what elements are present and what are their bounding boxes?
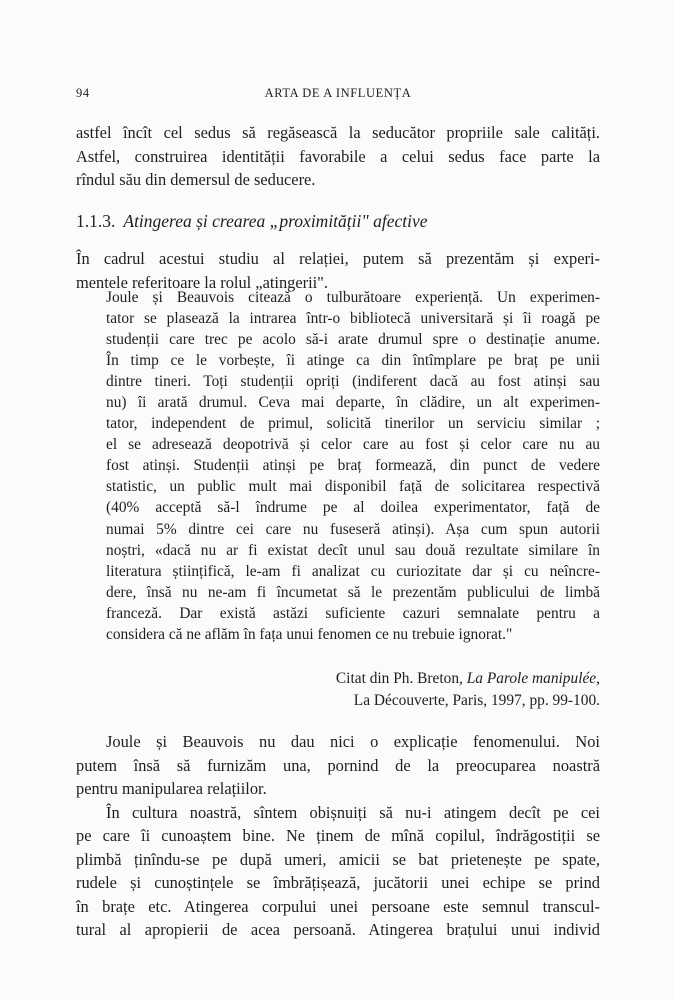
quote-line: considera că ne aflăm în fața unui fenomen ce nu trebuie ignorat."	[106, 625, 513, 643]
citation-line-2: La Découverte, Paris, 1997, pp. 99-100.	[353, 692, 600, 709]
quote-line: literatura științifică, le-am fi analizat cu curiozitate dar și cu neîncre-	[106, 562, 600, 580]
page-header	[76, 86, 600, 104]
section-number: 1.1.3.	[76, 211, 116, 231]
body-after-quote	[76, 730, 600, 942]
text-line: astfel încît cel sedus să regăsească la seducător propriile sale calități.	[76, 123, 600, 142]
quote-line: În timp ce le vorbește, îi atinge ca din întîmplare pe braț pe unii	[106, 352, 600, 370]
quote-line: el se adresează deopotrivă și celor care au fost și celor care nu au	[106, 436, 600, 454]
text-line: rudele și cunoștințele se îmbrățișează, jucătorii unei echipe se prind	[76, 873, 600, 892]
quote-line: nu) îi arată drumul. Ceva mai departe, în clădire, un alt experimen-	[106, 394, 600, 412]
text-line: În cultura noastră, sîntem obișnuiți să nu-i atingem decît pe cei	[106, 802, 600, 822]
quote-line: tator se plasează la intrarea într-o bibliotecă universitară și îi roagă pe	[106, 310, 600, 328]
paragraph-1	[76, 121, 600, 192]
quote-line: studenții care trec pe acolo să-i arate drumul spre o destinație anume.	[106, 331, 600, 349]
page-number: 94	[76, 86, 90, 100]
quote-line: franceză. Dar există astăzi suficiente cazuri semnalate pentru a	[106, 604, 600, 622]
quote-line: fost atinși. Studenții atinși pe braț formează, din punct de vedere	[106, 457, 600, 475]
citation-suffix: ,	[596, 670, 600, 687]
text-line: În cadrul acestui studiu al relației, putem să prezentăm și experi-	[76, 249, 600, 268]
quote-line: statistic, un public mult mai disponibil față de solicitarea respectivă	[106, 478, 600, 496]
quote-line: tator, independent de primul, solicită tinerilor un serviciu similar ;	[106, 415, 600, 433]
quote-line: dintre tineri. Toți studenții opriți (indiferent dacă au fost atinși sau	[106, 373, 600, 391]
citation-title: La Parole manipulée	[466, 670, 597, 687]
text-line: plimbă ținîndu-se pe după umeri, amicii se bat prietenește pe spate,	[76, 849, 600, 869]
text-line: rîndul său din demersul de seducere.	[76, 170, 316, 189]
text-line: mentele referitoare la rolul „atingerii".	[76, 272, 328, 292]
text-line: Joule și Beauvois nu dau nici o explicație fenomenului. Noi	[106, 732, 600, 751]
citation-line-1	[106, 668, 600, 690]
text-line: pe care îi cunoaștem bine. Ne ținem de mînă copilul, îndrăgostiții se	[76, 826, 600, 845]
section-title: Atingerea și crearea „proximității" afective	[123, 211, 428, 231]
text-line: putem însă să furnizăm una, pornind de la preocuparea noastră	[76, 755, 600, 775]
quote-line: Joule și Beauvois citează o tulburătoare experiență. Un experimen-	[106, 289, 600, 306]
quote-line: numai 5% dintre cei care nu fuseseră atinși). Așa cum spun autorii	[106, 520, 600, 538]
citation-prefix: Citat din Ph. Breton,	[335, 670, 467, 687]
citation	[106, 668, 600, 712]
text-line: tural al apropierii de acea persoană. Atingerea brațului unui individ	[76, 920, 600, 939]
quote-line: dere, însă nu ne-am fi încumetat să le prezentăm publicului de limbă	[106, 583, 600, 601]
section-heading	[76, 211, 600, 232]
text-line: pentru manipularea relațiilor.	[76, 779, 267, 798]
text-line: Astfel, construirea identității favorabile a celui sedus face parte la	[76, 146, 600, 166]
text-line: în brațe etc. Atingerea corpului unei persoane este semnul transcul-	[76, 896, 600, 916]
quote-line: (40% acceptă să-l îndrume pe al doilea experimentator, față de	[106, 499, 600, 517]
block-quote	[106, 287, 600, 645]
quote-line: noștri, «dacă nu ar fi existat decît unul sau două rezultate similare în	[106, 541, 600, 559]
running-head: ARTA DE A INFLUENȚA	[264, 86, 412, 100]
